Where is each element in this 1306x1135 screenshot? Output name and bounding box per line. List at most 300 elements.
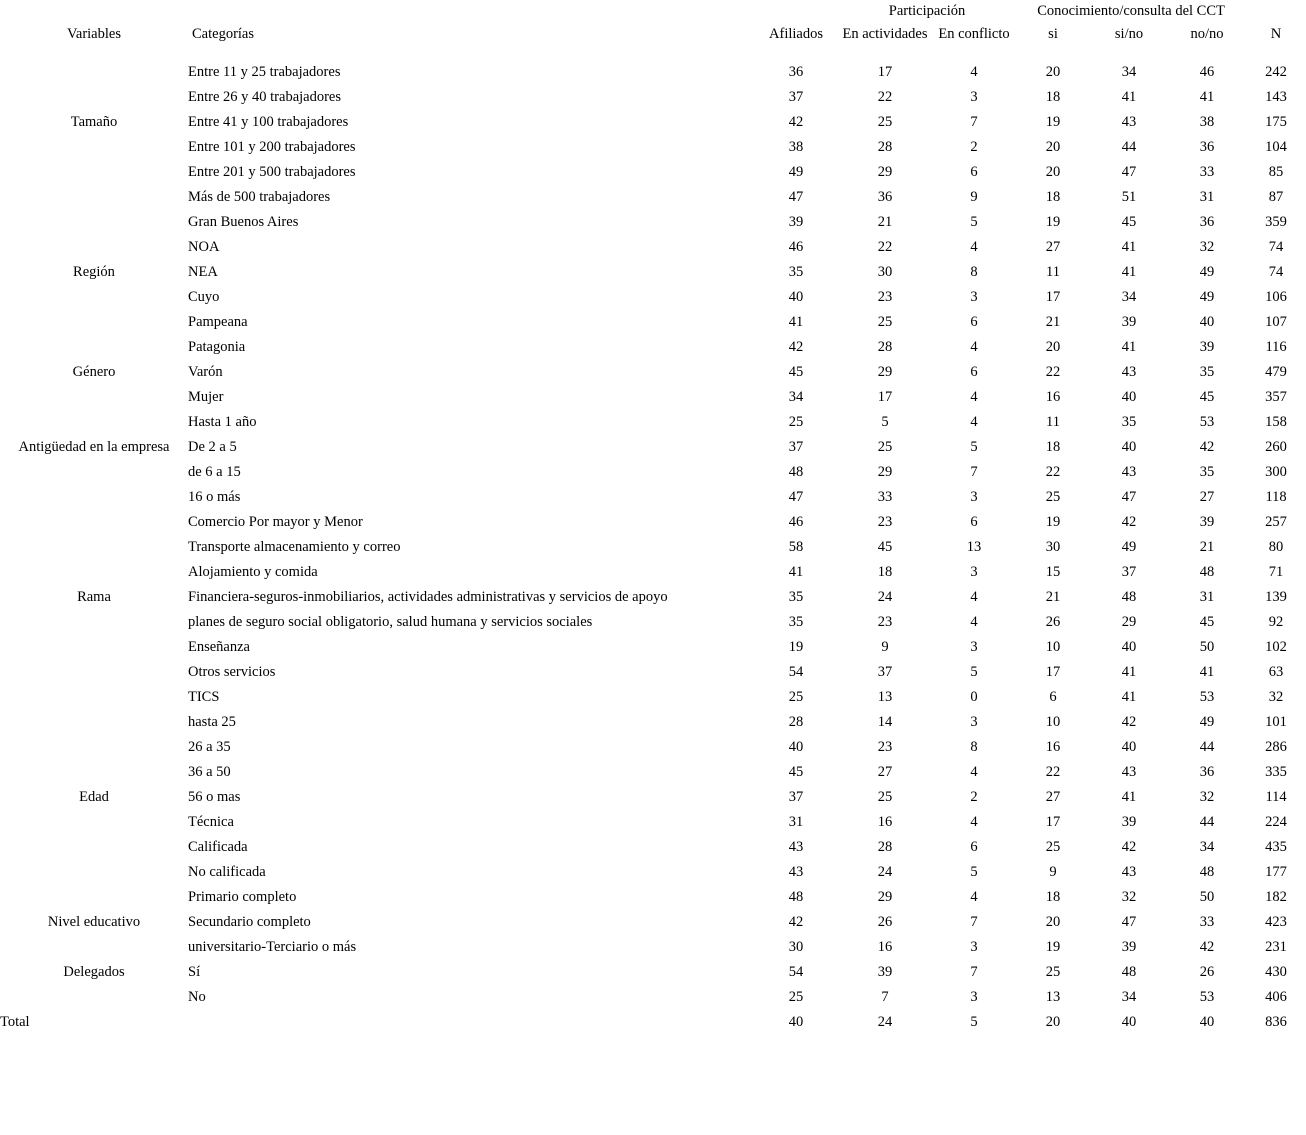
cell-no-no: 48	[1199, 864, 1215, 880]
cell-afiliados: 42	[788, 914, 804, 930]
table-row	[0, 285, 1306, 310]
cell-si-no: 29	[1121, 614, 1137, 630]
cell-afiliados: 31	[788, 814, 804, 830]
category-label: De 2 a 5	[188, 439, 237, 455]
cell-en-conflicto: 4	[970, 589, 978, 605]
cell-afiliados: 37	[788, 439, 804, 455]
cell-si: 20	[1045, 164, 1061, 180]
table-row	[0, 160, 1306, 185]
cell-afiliados: 45	[788, 364, 804, 380]
category-label: Entre 101 y 200 trabajadores	[188, 139, 356, 155]
cell-afiliados: 25	[788, 414, 804, 430]
cell-no-no: 32	[1199, 789, 1215, 805]
cell-en-conflicto: 9	[970, 189, 978, 205]
cell-n: 479	[1265, 364, 1287, 380]
cell-si-no: 48	[1121, 964, 1137, 980]
header-spacer-afiliados	[754, 0, 838, 22]
cell-n: 158	[1265, 414, 1287, 430]
cell-si-no: 40	[1121, 439, 1137, 455]
cell-si-no: 47	[1121, 164, 1137, 180]
table-body	[0, 60, 1306, 1035]
cell-no-no: 39	[1199, 339, 1215, 355]
cell-en-actividades: 23	[877, 614, 893, 630]
category-label: Pampeana	[188, 314, 248, 330]
cell-si-no: 42	[1121, 514, 1137, 530]
category-label: Secundario completo	[188, 914, 311, 930]
cell-n: 175	[1265, 114, 1287, 130]
cell-si-no: 43	[1121, 364, 1137, 380]
cell-n: 63	[1268, 664, 1284, 680]
cell-no-no: 45	[1199, 614, 1215, 630]
table-row	[0, 235, 1306, 260]
cell-no-no: 42	[1199, 439, 1215, 455]
cell-en-conflicto: 6	[970, 364, 978, 380]
cell-n: 85	[1268, 164, 1284, 180]
cell-si-no: 43	[1121, 864, 1137, 880]
cell-en-actividades: 24	[877, 864, 893, 880]
cell-si-no: 34	[1121, 289, 1137, 305]
category-label: Técnica	[188, 814, 234, 830]
cell-en-conflicto: 4	[970, 764, 978, 780]
cell-en-actividades: 14	[877, 714, 893, 730]
category-label: Hasta 1 año	[188, 414, 257, 430]
table-row	[0, 710, 1306, 735]
table-row	[0, 735, 1306, 760]
table-row	[0, 260, 1306, 285]
cell-no-no: 34	[1199, 839, 1215, 855]
cell-en-actividades: 37	[877, 664, 893, 680]
cell-afiliados: 43	[788, 839, 804, 855]
cell-si-no: 39	[1121, 314, 1137, 330]
cell-en-actividades: 28	[877, 839, 893, 855]
table-row	[0, 460, 1306, 485]
table-row	[0, 610, 1306, 635]
cell-no-no: 53	[1199, 989, 1215, 1005]
cell-no-no: 32	[1199, 239, 1215, 255]
cell-si-no: 41	[1121, 789, 1137, 805]
cell-si: 17	[1045, 664, 1061, 680]
total-no-no: 40	[1199, 1014, 1215, 1030]
total-n: 836	[1265, 1014, 1287, 1030]
cell-n: 107	[1265, 314, 1287, 330]
variable-label	[0, 985, 188, 1010]
cell-n: 32	[1268, 689, 1284, 705]
cell-si-no: 40	[1121, 739, 1137, 755]
variable-label: Edad	[79, 789, 109, 805]
cell-n: 87	[1268, 189, 1284, 205]
cell-n: 74	[1268, 264, 1284, 280]
total-en-conflicto: 5	[970, 1014, 978, 1030]
category-label: Calificada	[188, 839, 248, 855]
cell-si-no: 39	[1121, 814, 1137, 830]
cell-n: 92	[1268, 614, 1284, 630]
cell-si-no: 48	[1121, 589, 1137, 605]
variable-label	[0, 160, 188, 185]
cell-en-conflicto: 4	[970, 64, 978, 80]
cell-en-conflicto: 4	[970, 414, 978, 430]
cell-en-actividades: 25	[877, 314, 893, 330]
variable-label	[0, 235, 188, 260]
cell-si: 15	[1045, 564, 1061, 580]
cell-no-no: 36	[1199, 214, 1215, 230]
header-no-no: no/no	[1190, 26, 1224, 42]
cell-en-conflicto: 6	[970, 164, 978, 180]
total-en-actividades: 24	[877, 1014, 893, 1030]
cell-en-conflicto: 6	[970, 514, 978, 530]
cell-si: 19	[1045, 114, 1061, 130]
variable-label	[0, 885, 188, 910]
table-head	[0, 0, 1306, 60]
table-row	[0, 485, 1306, 510]
cell-afiliados: 42	[788, 114, 804, 130]
variable-label: Nivel educativo	[47, 914, 141, 930]
variable-label	[0, 710, 188, 735]
cell-no-no: 35	[1199, 464, 1215, 480]
table-row	[0, 510, 1306, 535]
cell-si-no: 41	[1121, 339, 1137, 355]
cell-en-conflicto: 4	[970, 889, 978, 905]
table-row	[0, 410, 1306, 435]
table-row	[0, 835, 1306, 860]
category-label: Financiera-seguros-inmobiliarios, actividades administrativas y servicios de apoyo	[188, 589, 668, 605]
cell-si: 25	[1045, 489, 1061, 505]
variable-label	[0, 60, 188, 85]
category-label: Gran Buenos Aires	[188, 214, 299, 230]
cell-afiliados: 39	[788, 214, 804, 230]
category-label: Primario completo	[188, 889, 297, 905]
cell-afiliados: 41	[788, 564, 804, 580]
cell-en-actividades: 27	[877, 764, 893, 780]
cell-si: 27	[1045, 239, 1061, 255]
cell-si-no: 42	[1121, 839, 1137, 855]
cell-si: 20	[1045, 64, 1061, 80]
cell-en-conflicto: 4	[970, 814, 978, 830]
category-label: NEA	[188, 264, 218, 280]
cell-n: 406	[1265, 989, 1287, 1005]
cell-si-no: 39	[1121, 939, 1137, 955]
cell-en-actividades: 16	[877, 939, 893, 955]
cell-si: 10	[1045, 714, 1061, 730]
cell-no-no: 33	[1199, 164, 1215, 180]
cell-afiliados: 35	[788, 264, 804, 280]
cell-n: 114	[1265, 789, 1287, 805]
cell-no-no: 42	[1199, 939, 1215, 955]
cell-afiliados: 25	[788, 989, 804, 1005]
cell-si-no: 41	[1121, 664, 1137, 680]
cell-no-no: 49	[1199, 264, 1215, 280]
cell-en-actividades: 28	[877, 139, 893, 155]
cell-no-no: 45	[1199, 389, 1215, 405]
category-label: 36 a 50	[188, 764, 231, 780]
cell-n: 286	[1265, 739, 1287, 755]
cell-si: 17	[1045, 289, 1061, 305]
cell-no-no: 26	[1199, 964, 1215, 980]
cell-n: 101	[1265, 714, 1287, 730]
variable-label: Tamaño	[70, 114, 118, 130]
category-label: Varón	[188, 364, 223, 380]
cell-afiliados: 47	[788, 489, 804, 505]
cell-no-no: 40	[1199, 314, 1215, 330]
cell-si-no: 44	[1121, 139, 1137, 155]
cell-n: 300	[1265, 464, 1287, 480]
variable-label: Región	[73, 264, 115, 280]
table-row	[0, 310, 1306, 335]
cell-no-no: 53	[1199, 689, 1215, 705]
cell-n: 260	[1265, 439, 1287, 455]
table-row	[0, 135, 1306, 160]
cell-si: 25	[1045, 964, 1061, 980]
variable-label: Delegados	[63, 964, 125, 980]
cell-en-conflicto: 4	[970, 239, 978, 255]
cell-afiliados: 58	[788, 539, 804, 555]
cell-en-actividades: 18	[877, 564, 893, 580]
variable-label	[0, 460, 188, 485]
total-afiliados: 40	[788, 1014, 804, 1030]
cell-n: 80	[1268, 539, 1284, 555]
table-row	[0, 860, 1306, 885]
variable-label	[0, 610, 188, 635]
header-categorias: Categorías	[192, 26, 255, 42]
cell-en-conflicto: 3	[970, 564, 978, 580]
header-variables: Variables	[67, 26, 121, 42]
table-row	[0, 585, 1306, 610]
cell-en-actividades: 22	[877, 239, 893, 255]
cell-en-conflicto: 3	[970, 989, 978, 1005]
cell-en-actividades: 30	[877, 264, 893, 280]
cell-no-no: 44	[1199, 814, 1215, 830]
cell-afiliados: 41	[788, 314, 804, 330]
cell-afiliados: 28	[788, 714, 804, 730]
total-label: Total	[0, 1014, 30, 1030]
cell-en-actividades: 29	[877, 164, 893, 180]
cell-si: 19	[1045, 939, 1061, 955]
variable-label	[0, 685, 188, 710]
cell-n: 118	[1265, 489, 1287, 505]
cell-en-actividades: 9	[881, 639, 889, 655]
table-row	[0, 535, 1306, 560]
cell-si: 6	[1049, 689, 1057, 705]
cell-no-no: 39	[1199, 514, 1215, 530]
table-row	[0, 385, 1306, 410]
cell-afiliados: 40	[788, 289, 804, 305]
cell-no-no: 50	[1199, 889, 1215, 905]
cell-en-actividades: 16	[877, 814, 893, 830]
header-sub-row	[0, 22, 1306, 46]
cell-no-no: 31	[1199, 189, 1215, 205]
cell-en-conflicto: 7	[970, 464, 978, 480]
category-label: de 6 a 15	[188, 464, 241, 480]
cell-si-no: 41	[1121, 689, 1137, 705]
table-row	[0, 935, 1306, 960]
header-spacer-row	[0, 46, 1306, 60]
cell-si: 16	[1045, 389, 1061, 405]
cell-no-no: 33	[1199, 914, 1215, 930]
cell-no-no: 31	[1199, 589, 1215, 605]
cell-si: 18	[1045, 89, 1061, 105]
cell-en-conflicto: 5	[970, 214, 978, 230]
cell-si-no: 47	[1121, 489, 1137, 505]
cell-en-conflicto: 3	[970, 639, 978, 655]
category-label: Cuyo	[188, 289, 220, 305]
variable-label	[0, 485, 188, 510]
cell-si-no: 35	[1121, 414, 1137, 430]
cell-en-actividades: 23	[877, 289, 893, 305]
cell-si: 22	[1045, 764, 1061, 780]
table-row	[0, 335, 1306, 360]
table-row	[0, 885, 1306, 910]
cell-en-conflicto: 2	[970, 139, 978, 155]
cell-si: 19	[1045, 214, 1061, 230]
cell-en-conflicto: 8	[970, 739, 978, 755]
header-group-conocimiento: Conocimiento/consulta del CCT	[1037, 3, 1225, 19]
cell-en-actividades: 23	[877, 514, 893, 530]
cell-afiliados: 38	[788, 139, 804, 155]
header-spacer-variables	[0, 0, 188, 22]
cell-si-no: 51	[1121, 189, 1137, 205]
header-en-actividades: En actividades	[842, 26, 928, 42]
cell-si: 16	[1045, 739, 1061, 755]
variable-label	[0, 735, 188, 760]
cell-n: 102	[1265, 639, 1287, 655]
table-row	[0, 810, 1306, 835]
cell-afiliados: 35	[788, 589, 804, 605]
total-category	[188, 1010, 754, 1035]
variable-label	[0, 185, 188, 210]
cell-en-actividades: 29	[877, 364, 893, 380]
cell-afiliados: 48	[788, 889, 804, 905]
cell-afiliados: 35	[788, 614, 804, 630]
cell-en-actividades: 36	[877, 189, 893, 205]
variable-label	[0, 210, 188, 235]
category-label: 56 o mas	[188, 789, 241, 805]
cell-n: 231	[1265, 939, 1287, 955]
cell-n: 357	[1265, 389, 1287, 405]
category-label: Entre 26 y 40 trabajadores	[188, 89, 342, 105]
cell-afiliados: 37	[788, 789, 804, 805]
cell-no-no: 50	[1199, 639, 1215, 655]
cell-si: 26	[1045, 614, 1061, 630]
category-label: No	[188, 989, 206, 1005]
cell-si: 21	[1045, 314, 1061, 330]
variable-label	[0, 535, 188, 560]
cell-si: 27	[1045, 789, 1061, 805]
cell-si-no: 34	[1121, 64, 1137, 80]
cell-n: 335	[1265, 764, 1287, 780]
cell-en-actividades: 28	[877, 339, 893, 355]
header-si: si	[1048, 26, 1058, 42]
table-row	[0, 60, 1306, 85]
category-label: No calificada	[188, 864, 266, 880]
table-row	[0, 760, 1306, 785]
cell-en-conflicto: 8	[970, 264, 978, 280]
cell-si: 10	[1045, 639, 1061, 655]
cell-en-actividades: 17	[877, 64, 893, 80]
cell-en-conflicto: 2	[970, 789, 978, 805]
cell-si-no: 47	[1121, 914, 1137, 930]
cell-no-no: 41	[1199, 664, 1215, 680]
variable-label	[0, 560, 188, 585]
category-label: Otros servicios	[188, 664, 276, 680]
cell-afiliados: 54	[788, 964, 804, 980]
cell-si: 22	[1045, 464, 1061, 480]
cell-afiliados: 49	[788, 164, 804, 180]
category-label: Entre 41 y 100 trabajadores	[188, 114, 349, 130]
table-row	[0, 185, 1306, 210]
variable-label	[0, 285, 188, 310]
table-row	[0, 560, 1306, 585]
cell-si-no: 37	[1121, 564, 1137, 580]
cell-si-no: 34	[1121, 989, 1137, 1005]
cell-si: 11	[1046, 414, 1060, 430]
header-en-conflicto: En conflicto	[938, 26, 1010, 42]
table-row	[0, 210, 1306, 235]
cell-en-conflicto: 3	[970, 89, 978, 105]
cell-no-no: 41	[1199, 89, 1215, 105]
cell-en-actividades: 23	[877, 739, 893, 755]
category-label: Transporte almacenamiento y correo	[188, 539, 401, 555]
header-afiliados: Afiliados	[769, 26, 823, 42]
cell-afiliados: 43	[788, 864, 804, 880]
cell-n: 435	[1265, 839, 1287, 855]
cell-si: 25	[1045, 839, 1061, 855]
cell-en-conflicto: 3	[970, 939, 978, 955]
table-row	[0, 435, 1306, 460]
cell-n: 224	[1265, 814, 1287, 830]
cell-si-no: 32	[1121, 889, 1137, 905]
total-si-no: 40	[1121, 1014, 1137, 1030]
category-label: Entre 11 y 25 trabajadores	[188, 64, 341, 80]
cell-si-no: 40	[1121, 639, 1137, 655]
table-row	[0, 960, 1306, 985]
variable-label	[0, 410, 188, 435]
cell-no-no: 27	[1199, 489, 1215, 505]
category-label: hasta 25	[188, 714, 236, 730]
cell-si-no: 41	[1121, 89, 1137, 105]
cell-no-no: 38	[1199, 114, 1215, 130]
cell-afiliados: 34	[788, 389, 804, 405]
cell-afiliados: 46	[788, 239, 804, 255]
variable-label	[0, 310, 188, 335]
cell-no-no: 36	[1199, 764, 1215, 780]
cell-en-actividades: 26	[877, 914, 893, 930]
cell-no-no: 48	[1199, 564, 1215, 580]
cell-no-no: 46	[1199, 64, 1215, 80]
cell-si: 18	[1045, 189, 1061, 205]
cell-en-conflicto: 6	[970, 839, 978, 855]
variable-label	[0, 135, 188, 160]
cell-si-no: 41	[1121, 264, 1137, 280]
header-si-no: si/no	[1114, 26, 1144, 42]
header-spacer-n	[1246, 0, 1306, 22]
cell-en-conflicto: 0	[970, 689, 978, 705]
cell-no-no: 44	[1199, 739, 1215, 755]
cell-n: 74	[1268, 239, 1284, 255]
header-group-row	[0, 0, 1306, 22]
table-row	[0, 985, 1306, 1010]
cell-en-conflicto: 4	[970, 339, 978, 355]
cell-n: 423	[1265, 914, 1287, 930]
cell-en-actividades: 29	[877, 464, 893, 480]
category-label: NOA	[188, 239, 220, 255]
category-label: Comercio Por mayor y Menor	[188, 514, 363, 530]
cell-en-conflicto: 5	[970, 664, 978, 680]
cell-si: 21	[1045, 589, 1061, 605]
cell-n: 177	[1265, 864, 1287, 880]
cell-afiliados: 48	[788, 464, 804, 480]
cell-afiliados: 45	[788, 764, 804, 780]
cell-n: 71	[1268, 564, 1284, 580]
total-si: 20	[1045, 1014, 1061, 1030]
